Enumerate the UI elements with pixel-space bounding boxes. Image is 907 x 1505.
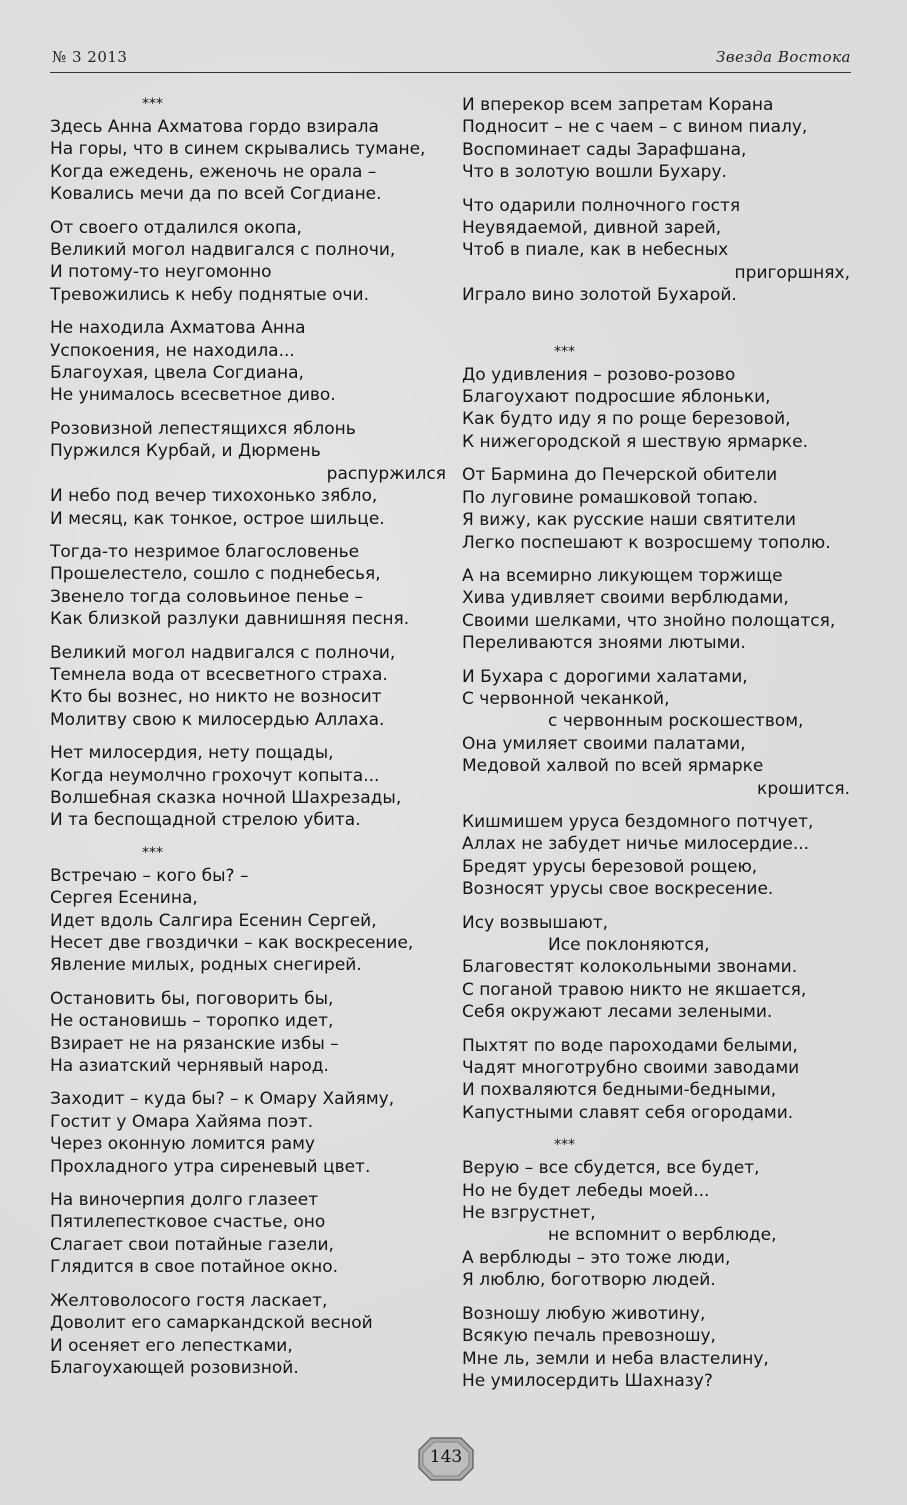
poem-line: Хива удивляет своими верблюдами,	[462, 588, 789, 609]
poem-line: Розовизной лепестящихся яблонь	[50, 418, 356, 439]
poem-line: От своего отдалился окопа,	[50, 217, 302, 238]
poem-line: С поганой травою никто не якшается,	[462, 979, 807, 1000]
poem-stanza	[462, 1157, 854, 1291]
poem-line: От Бармина до Печерской обители	[462, 465, 778, 486]
poem-line: Не взгрустнет,	[462, 1203, 596, 1224]
poem-line: Аллах не забудет ничье милосердие...	[462, 834, 810, 855]
poem-line: Остановить бы, поговорить бы,	[50, 988, 334, 1009]
poem-stanza	[462, 565, 854, 655]
poem-line: Прошелестело, сошло с поднебесья,	[50, 564, 381, 585]
poem-line: На азиатский чернявый народ.	[50, 1056, 329, 1077]
poem-line: Великий могол надвигался с полночи,	[50, 642, 396, 663]
poem-line: крошится.	[757, 778, 850, 799]
section-separator: ***	[554, 343, 575, 360]
poem-line: Несет две гвоздички – как воскресение,	[50, 933, 414, 953]
poem-line: Чтоб в пиале, как в небесных	[462, 240, 729, 261]
poem-stanza	[50, 116, 450, 206]
poem-line: Успокоения, не находила...	[50, 340, 295, 361]
poem-line: Как близкой разлуки давнишняя песня.	[50, 609, 410, 630]
poem-line: пригоршнях,	[734, 262, 850, 283]
poem-line: А верблюды – это тоже люди,	[462, 1247, 731, 1268]
poem-line: Благоухают подросшие яблоньки,	[462, 387, 771, 408]
poem-line: Тогда-то незримое благословенье	[50, 541, 360, 562]
poem-line: Ису возвышают,	[462, 912, 609, 933]
poem-line: Встречаю – кого бы? –	[50, 865, 249, 886]
poem-stanza	[50, 1290, 450, 1380]
poem-stanza	[50, 988, 450, 1078]
poem-line: Не остановишь – торопко идет,	[50, 1011, 334, 1032]
poem-line: Кто бы вознес, но никто не возносит	[50, 687, 382, 708]
poem-line: Исе поклоняются,	[548, 935, 710, 955]
poem-stanza	[50, 541, 450, 631]
poem-line: Играло вино золотой Бухарой.	[462, 285, 737, 306]
poem-stanza	[462, 464, 854, 554]
poem-line: Я люблю, боготворю людей.	[462, 1270, 716, 1291]
poem-line: А на всемирно ликующем торжище	[462, 565, 783, 586]
poem-stanza	[50, 1189, 450, 1279]
poem-line: Взирает не на рязанские избы –	[50, 1033, 339, 1054]
poem-line: И месяц, как тонкое, острое шильце.	[50, 508, 385, 529]
poem-line: Молитву свою к милосердью Аллаха.	[50, 709, 385, 730]
poem-stanza	[462, 94, 854, 184]
poem-line: Верую – все сбудется, все будет,	[462, 1158, 760, 1179]
poem-line: До удивления – розово-розово	[462, 364, 736, 385]
poem-line: Переливаются зноями лютыми.	[462, 633, 746, 654]
section-separator: ***	[554, 1137, 575, 1154]
poem-line: Великий могол надвигался с полночи,	[50, 240, 396, 261]
poem-stanza	[462, 811, 854, 901]
poem-stanza	[50, 217, 450, 307]
poem-line: Доволит его самаркандской весной	[50, 1313, 373, 1334]
poem-line: Прохладного утра сиреневый цвет.	[50, 1156, 371, 1177]
poem-stanza	[50, 642, 450, 732]
poem-line: С червонной чеканкой,	[462, 688, 670, 709]
poem-line: Бредят урусы березовой рощею,	[462, 856, 758, 877]
poem-line: Возношу любую животину,	[462, 1303, 706, 1324]
poem-line: На горы, что в синем скрывались тумане,	[50, 139, 426, 160]
poem-line: Темнела вода от всесветного страха.	[50, 664, 388, 685]
poem-line: Легко поспешают к возросшему тополю.	[462, 532, 831, 553]
page-number: 143	[429, 1447, 463, 1467]
poem-line: Благоухающей розовизной.	[50, 1357, 299, 1378]
poem-line: Своими шелками, что знойно полощатся,	[462, 610, 836, 631]
poem-line: Заходит – куда бы? – к Омару Хайяму,	[50, 1089, 395, 1110]
poem-line: Неувядаемой, дивной зарей,	[462, 218, 722, 239]
section-separator: ***	[142, 844, 163, 861]
poem-line: Благовестят колокольными звонами.	[462, 957, 798, 978]
poem-stanza	[462, 1035, 854, 1125]
poem-line: Когда неумолчно грохочут копыта...	[50, 765, 380, 786]
poem-line: Как будто иду я по роще березовой,	[462, 409, 791, 430]
poem-line: Благоухая, цвела Согдиана,	[50, 363, 304, 384]
poem-line: Гостит у Омара Хайяма поэт.	[50, 1111, 314, 1132]
poem-line: Воспоминает сады Зарафшана,	[462, 139, 747, 160]
header-rule	[50, 72, 851, 73]
poem-line: Себя окружают лесами зелеными.	[462, 1002, 773, 1023]
poem-stanza	[462, 666, 854, 800]
poem-line: Чадят многотрубно своими заводами	[462, 1058, 800, 1079]
poem-line: Здесь Анна Ахматова гордо взирала	[50, 117, 379, 137]
poem-line: Когда ежедень, еженочь не орала –	[50, 161, 377, 182]
poem-line: Не умилосердить Шахназу?	[462, 1370, 713, 1391]
poem-line: Мне ль, земли и неба властелину,	[462, 1348, 769, 1369]
poem-line: Что одарили полночного гостя	[462, 195, 741, 216]
poem-line: И Бухара с дорогими халатами,	[462, 666, 748, 687]
poem-line: Пуржился Курбай, и Дюрмень	[50, 441, 321, 462]
poem-line: И похваляются бедными-бедными,	[462, 1080, 777, 1101]
journal-title: Звезда Востока	[716, 48, 851, 66]
poem-stanza	[50, 418, 450, 530]
poem-line: Пятилепестковое счастье, оно	[50, 1212, 326, 1233]
poem-line: Желтоволосого гостя ласкает,	[50, 1290, 328, 1311]
poem-line: Но не будет лебеды моей...	[462, 1180, 710, 1201]
right-column	[462, 94, 854, 1403]
poem-line: По луговине ромашковой топаю.	[462, 487, 758, 508]
section-separator: ***	[142, 96, 163, 112]
poem-line: Не унималось всесветное диво.	[50, 385, 336, 406]
poem-line: Звенело тогда соловьиное пенье –	[50, 586, 363, 607]
poem-line: Идет вдоль Салгира Есенин Сергей,	[50, 910, 377, 931]
poem-stanza	[462, 195, 854, 307]
poem-line: не вспомнит о верблюде,	[548, 1225, 777, 1246]
poem-line: Всякую печаль превозношу,	[462, 1326, 716, 1347]
poem-line: Ковались мечи да по всей Согдиане.	[50, 184, 382, 205]
poem-line: И вперекор всем запретам Корана	[462, 95, 774, 115]
issue-number: № 3 2013	[52, 48, 128, 66]
poem-stanza	[50, 317, 450, 407]
poem-line: Медовой халвой по всей ярмарке	[462, 756, 764, 777]
poem-line: Капустными славят себя огородами.	[462, 1102, 794, 1123]
poem-line: Нет милосердия, нету пощады,	[50, 743, 334, 764]
poem-line: Кишмишем уруса бездомного потчует,	[462, 811, 814, 832]
poem-line: Не находила Ахматова Анна	[50, 318, 306, 339]
poem-stanza	[462, 364, 854, 454]
poem-line: с червонным роскошеством,	[548, 711, 804, 732]
poem-line: Пыхтят по воде пароходами белыми,	[462, 1035, 798, 1056]
poem-line: распуржился	[326, 463, 446, 484]
poem-stanza	[50, 865, 450, 977]
poem-line: Она умиляет своими палатами,	[462, 733, 746, 754]
page-number-badge	[417, 1436, 475, 1482]
poem-line: Подносит – не с чаем – с вином пиалу,	[462, 117, 808, 138]
left-column	[50, 94, 450, 1390]
poem-line: Волшебная сказка ночной Шахрезады,	[50, 787, 402, 808]
poem-stanza	[462, 1303, 854, 1393]
poem-line: Сергея Есенина,	[50, 888, 198, 909]
poem-line: И небо под вечер тихохонько зябло,	[50, 486, 378, 507]
poem-stanza	[50, 1088, 450, 1178]
spacer	[462, 318, 854, 342]
poem-line: Я вижу, как русские наши святители	[462, 510, 796, 531]
poem-line: И потому-то неугомонно	[50, 262, 272, 283]
poem-line: Возносят урусы свое воскресение.	[462, 879, 774, 900]
poem-line: К нижегородской я шествую ярмарке.	[462, 431, 809, 452]
poem-line: Что в золотую вошли Бухару.	[462, 162, 727, 183]
poem-line: На виночерпия долго глазеет	[50, 1190, 319, 1211]
poem-stanza	[462, 912, 854, 1024]
poem-line: Слагает свои потайные газели,	[50, 1234, 334, 1255]
poem-line: Глядится в свое потайное окно.	[50, 1257, 339, 1278]
poem-line: Тревожились к небу поднятые очи.	[50, 284, 369, 305]
poem-line: Через оконную ломится раму	[50, 1134, 315, 1155]
poem-line: Явление милых, родных снегирей.	[50, 955, 362, 976]
poem-line: И та беспощадной стрелою убита.	[50, 810, 361, 831]
poem-stanza	[50, 742, 450, 832]
poem-line: И осеняет его лепестками,	[50, 1335, 293, 1356]
